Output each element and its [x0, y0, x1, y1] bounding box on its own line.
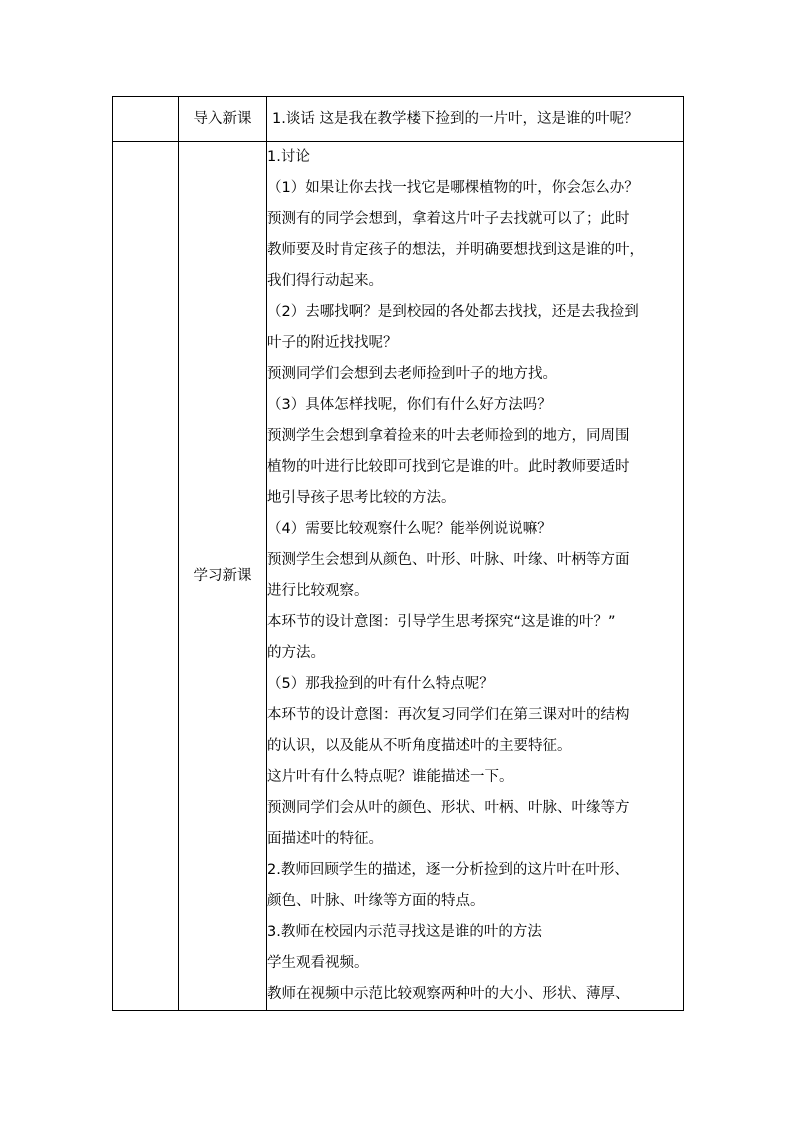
content-line: 本环节的设计意图：引导学生思考探究“这是谁的叶？” [267, 614, 616, 630]
content-line: 的方法。 [267, 645, 325, 661]
content-line: 这片叶有什么特点呢？谁能描述一下。 [267, 769, 514, 785]
content-line: 预测同学们会从叶的颜色、形状、叶柄、叶脉、叶缘等方 [267, 800, 630, 816]
learning-content [267, 142, 684, 1011]
content-line: 地引导孩子思考比较的方法。 [267, 490, 456, 506]
content-line: 教师要及时肯定孩子的想法，并明确要想找到这是谁的叶， [267, 242, 644, 258]
content-line: 预测同学们会想到去老师捡到叶子的地方找。 [267, 366, 557, 382]
content-line: 叶子的附近找找呢？ [267, 335, 398, 351]
content-line: 颜色、叶脉、叶缘等方面的特点。 [267, 893, 485, 909]
content-line: （2）去哪找啊？是到校园的各处都去找找，还是去我捡到 [267, 304, 639, 320]
content-line: 1.讨论 [267, 149, 310, 165]
content-line: 3.教师在校园内示范寻找这是谁的叶的方法 [267, 924, 542, 940]
table-row [113, 97, 684, 142]
content-line: 植物的叶进行比较即可找到它是谁的叶。此时教师要适时 [267, 459, 630, 475]
intro-content [267, 97, 684, 142]
stage-label: 学习新课 [179, 142, 267, 1011]
content-line: 我们得行动起来。 [267, 273, 383, 289]
content-line: 面描述叶的特征。 [267, 831, 383, 847]
content-line: （4）需要比较观察什么呢？能举例说说嘛？ [267, 521, 552, 537]
content-line: 本环节的设计意图：再次复习同学们在第三课对叶的结构 [267, 707, 630, 723]
content-line: 1.谈话 这是我在教学楼下捡到的一片叶，这是谁的叶呢？ [272, 110, 639, 127]
content-line: （3）具体怎样找呢，你们有什么好方法吗？ [267, 397, 552, 413]
stage-label: 导入新课 [179, 97, 267, 142]
table-row [113, 142, 684, 1011]
content-line: 预测学生会想到从颜色、叶形、叶脉、叶缘、叶柄等方面 [267, 552, 630, 568]
lesson-plan-table [112, 96, 684, 1011]
content-line: 学生观看视频。 [267, 955, 369, 971]
content-line: （1）如果让你去找一找它是哪棵植物的叶，你会怎么办？ [267, 180, 639, 196]
content-line: 预测学生会想到拿着捡来的叶去老师捡到的地方，同周围 [267, 428, 630, 444]
content-line: 2.教师回顾学生的描述，逐一分析捡到的这片叶在叶形、 [267, 862, 629, 878]
content-line: （5）那我捡到的叶有什么特点呢？ [267, 676, 494, 692]
empty-cell [113, 97, 179, 142]
content-line: 进行比较观察。 [267, 583, 369, 599]
content-line: 教师在视频中示范比较观察两种叶的大小、形状、薄厚、 [267, 986, 630, 1002]
content-line: 的认识，以及能从不听角度描述叶的主要特征。 [267, 738, 572, 754]
content-line: 预测有的同学会想到，拿着这片叶子去找就可以了；此时 [267, 211, 630, 227]
empty-cell [113, 142, 179, 1011]
